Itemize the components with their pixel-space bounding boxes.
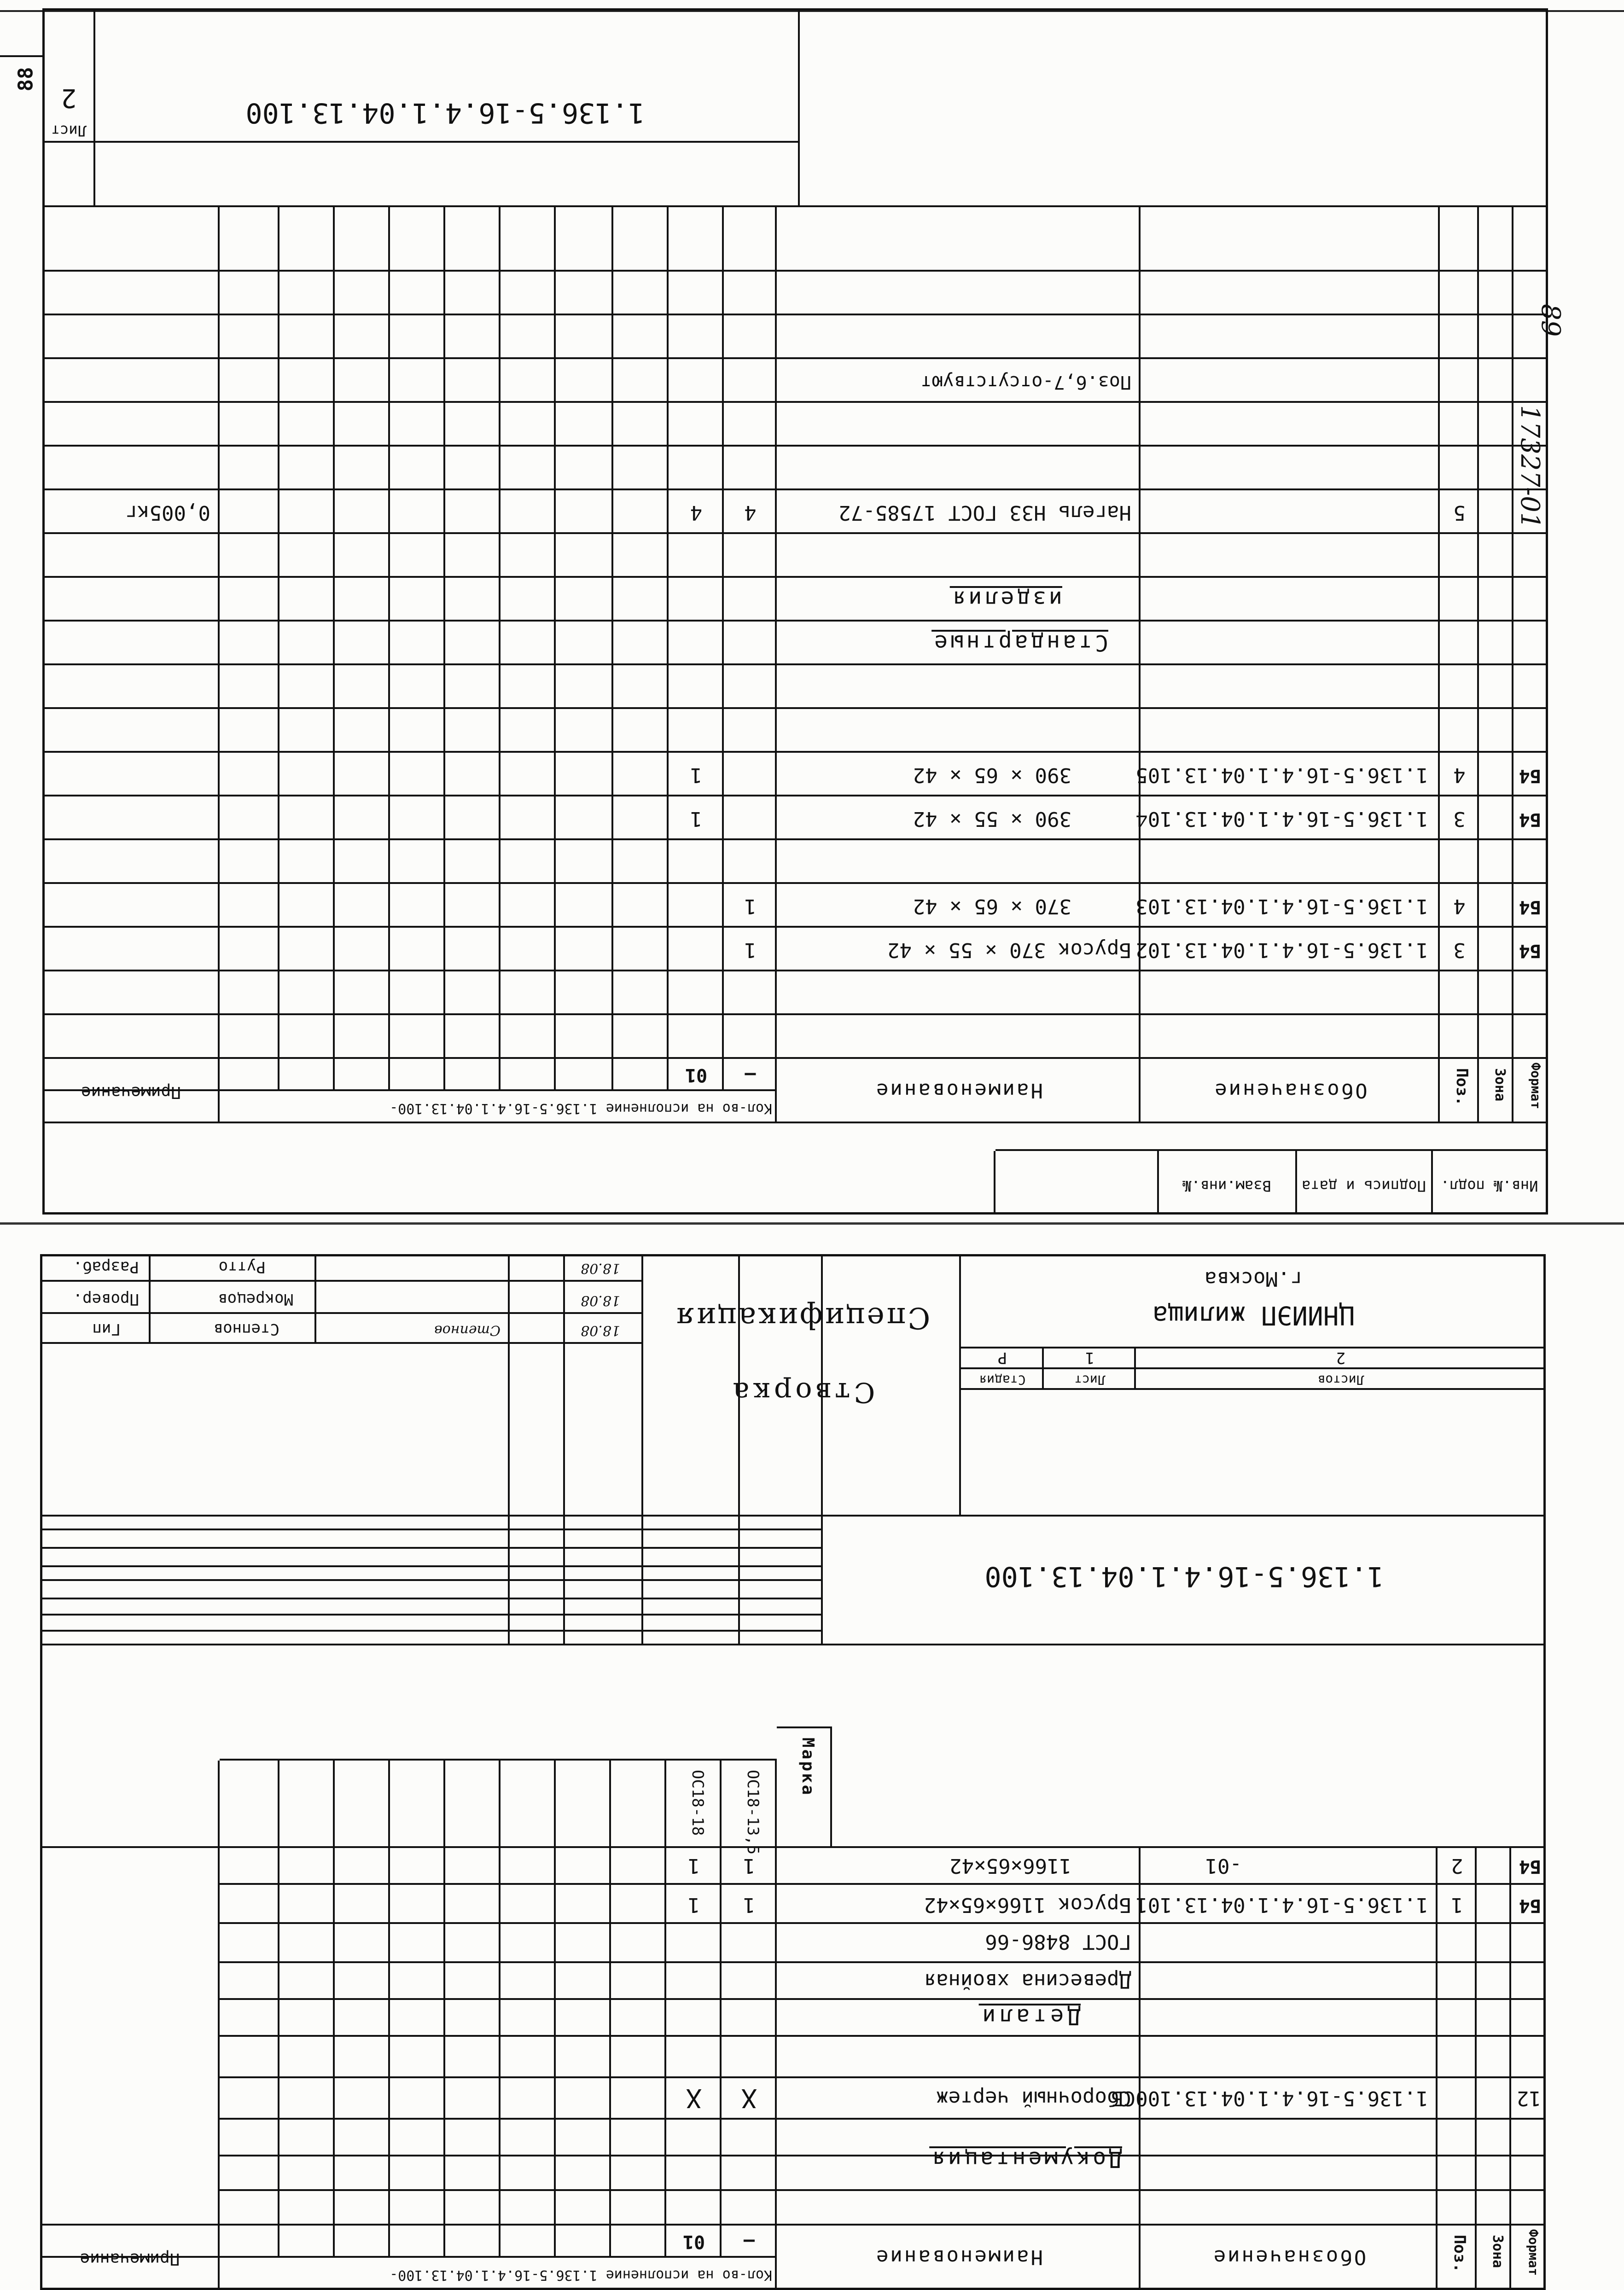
- role-col-line: [149, 1254, 151, 1344]
- col-line-q5: [443, 207, 445, 1091]
- row-name: Нагель Н33 ГОСТ 17585-72: [838, 501, 1131, 524]
- col-line-q7: [333, 207, 335, 1091]
- col-line-q1: [664, 1761, 666, 2258]
- marka-left-line: [830, 1728, 832, 1848]
- row-line: [220, 2155, 1546, 2156]
- row-pos: 5: [1453, 501, 1466, 524]
- title-row-line: [40, 1529, 823, 1530]
- row-line: [42, 970, 1548, 971]
- title-row-line: [40, 1630, 823, 1632]
- col-line-q4: [499, 1761, 501, 2258]
- col-line-q6: [388, 1761, 390, 2258]
- table-bottom-line: [42, 205, 1548, 207]
- col-line-q2: [611, 207, 613, 1091]
- row-qty-dash: 1: [744, 938, 757, 962]
- row-line: [42, 576, 1548, 578]
- role-sign: Степнов: [434, 1322, 501, 1338]
- title-row-line: [40, 1598, 823, 1599]
- row-line: [42, 751, 1548, 753]
- header-name: Наименование: [874, 1079, 1043, 1102]
- title-row-line: [40, 1565, 823, 1567]
- archive-page-number: 89: [1536, 304, 1566, 337]
- col-line-format: [1512, 207, 1513, 1123]
- col-line-name: [775, 1761, 777, 2290]
- header-pos: Поз.: [1450, 2235, 1469, 2273]
- sheet-1-frame: [40, 1254, 1546, 2290]
- col-line-q6: [388, 207, 390, 1091]
- header-designation: Обозначение: [1211, 2245, 1367, 2269]
- row-pos: 1: [1451, 1893, 1463, 1917]
- row-pos: 4: [1453, 895, 1466, 918]
- row-line: [42, 357, 1548, 359]
- sheet-label: Лист: [1074, 1372, 1106, 1388]
- col-line-q0: [720, 1761, 722, 2258]
- product-name: Створка: [729, 1376, 875, 1408]
- row-line: [42, 838, 1548, 840]
- row-designation: -01: [1205, 1854, 1242, 1877]
- row-qty-01: 1: [690, 807, 703, 831]
- header-note: Примечание: [80, 2249, 180, 2268]
- col-line-q3: [554, 1761, 556, 2258]
- row-name: 390 × 65 × 42: [913, 763, 1071, 787]
- row-qty-dash: 1: [743, 1893, 756, 1917]
- row-line: [42, 1013, 1548, 1015]
- section-title-standard: Стандартные: [931, 630, 1108, 656]
- sheet-value: 1: [1085, 1348, 1095, 1367]
- marka-value: ОС18-13,5: [744, 1770, 762, 1855]
- row-name: 1166×65×42: [949, 1854, 1071, 1877]
- role-col-line: [508, 1254, 510, 1344]
- material-name: Древесина хвойная: [924, 1969, 1131, 1993]
- row-format: Б4: [1519, 896, 1541, 918]
- row-pos: 4: [1453, 763, 1466, 787]
- row-designation: 1.136.5-16.4.1.04.13.101: [1135, 1893, 1428, 1917]
- organization: ЦНИИЭП жилища: [1152, 1300, 1355, 1330]
- row-name: Брусок 1166×65×42: [924, 1893, 1131, 1917]
- sheets-label: Листов: [1317, 1372, 1364, 1388]
- header-note: Примечание: [81, 1083, 181, 1102]
- row-qty-01: X: [686, 2083, 702, 2113]
- stamp-divider: [994, 1151, 995, 1215]
- row-line: [42, 401, 1548, 403]
- title-role-line: [40, 1280, 643, 1282]
- header-format: Формат: [1528, 1063, 1543, 1110]
- col-line-zone: [1477, 207, 1479, 1123]
- sheet-2-designation: 1.136.5-16.4.1.04.13.100: [245, 97, 645, 129]
- row-qty-dash: 4: [744, 501, 757, 524]
- row-qty-dash: 1: [743, 1854, 756, 1877]
- title-strip-left: [798, 8, 800, 207]
- row-note: 0,005кг: [125, 501, 210, 524]
- row-qty-01: 1: [687, 1893, 700, 1917]
- role-name: Рутто: [218, 1258, 266, 1276]
- role-col-line: [314, 1254, 316, 1344]
- material-standard: ГОСТ 8486-66: [985, 1930, 1131, 1953]
- role-label: Гип: [92, 1320, 121, 1338]
- row-designation: 1.136.5-16.4.1.04.13.102: [1135, 938, 1428, 962]
- stage-row-line: [961, 1367, 1546, 1369]
- row-qty-01: 1: [687, 1854, 700, 1877]
- row-qty-01: 4: [690, 501, 703, 524]
- col-line-q3: [554, 207, 556, 1091]
- role-label: Разраб.: [73, 1258, 139, 1276]
- col-line-q8: [278, 207, 279, 1091]
- row-line: [42, 445, 1548, 447]
- header-q-dash: –: [745, 1064, 756, 1086]
- row-pos: 3: [1453, 807, 1466, 831]
- row-line: [42, 663, 1548, 665]
- row-designation: 1.136.5-16.4.1.04.13.105: [1135, 763, 1428, 787]
- row-line: [42, 795, 1548, 796]
- sheet-2-frame: [42, 8, 1548, 1215]
- row-line: [42, 620, 1548, 622]
- spec-sheet-1: [0, 1225, 1624, 2290]
- section-title-parts: Детали: [978, 2004, 1081, 2029]
- header-name: Наименование: [874, 2245, 1043, 2269]
- col-line-pos: [1438, 207, 1440, 1123]
- stamp-inv-label: Инв.№ подл.: [1440, 1177, 1538, 1195]
- stamp-vzam-label: Взам.инв.№: [1182, 1177, 1271, 1195]
- role-label: Провер.: [73, 1290, 139, 1308]
- row-format: Б4: [1519, 1856, 1541, 1877]
- header-q-01: 01: [682, 2231, 705, 2252]
- row-name: 370 × 65 × 42: [913, 895, 1071, 918]
- header-pos: Поз.: [1453, 1068, 1471, 1106]
- row-line: [220, 2189, 1546, 2191]
- col-line-format: [1509, 1848, 1511, 2290]
- row-line: [42, 926, 1548, 928]
- col-line-q5: [443, 1761, 445, 2258]
- row-line: [220, 2118, 1546, 2120]
- row-designation: 1.136.5-16.4.1.04.13.104: [1135, 807, 1428, 831]
- header-qty-caption: Кол-во на исполнение 1.136.5-16.4.1.04.13.100-: [390, 1100, 772, 1116]
- col-line-q7: [333, 1761, 335, 2258]
- row-line: [220, 1961, 1546, 1963]
- role-date: 18.08: [581, 1322, 620, 1338]
- role-date: 18.08: [581, 1292, 620, 1308]
- footnote-positions: Поз.6,7-отсутствуют: [920, 372, 1131, 393]
- stage-row-line: [961, 1388, 1546, 1390]
- row-pos: 2: [1451, 1854, 1463, 1877]
- row-line: [42, 314, 1548, 315]
- header-qty-caption: Кол-во на исполнение 1.136.5-16.4.1.04.13.100-: [390, 2267, 772, 2283]
- col-line-q2: [609, 1761, 611, 2258]
- header-zone: Зона: [1492, 1068, 1508, 1102]
- col-line-q8: [278, 1761, 279, 2258]
- header-bottom-line: [40, 2224, 1546, 2226]
- row-line: [42, 532, 1548, 534]
- row-format: Б4: [1519, 765, 1541, 786]
- doc-type: Спецификация: [674, 1301, 931, 1335]
- title-row-line: [40, 1614, 823, 1616]
- row-line: [220, 1922, 1546, 1924]
- table-top-line: [42, 1122, 1548, 1123]
- row-qty-01: 1: [690, 763, 703, 787]
- row-line: [42, 882, 1548, 884]
- title-role-line: [40, 1312, 643, 1314]
- row-format: Б4: [1519, 940, 1541, 961]
- col-line-name: [775, 207, 777, 1123]
- row-line: [40, 1846, 1546, 1848]
- stage-label: Стадия: [979, 1372, 1026, 1388]
- col-line-qty: [218, 1761, 220, 2290]
- sheets-value: 2: [1336, 1348, 1346, 1367]
- title-row-line: [40, 1547, 823, 1549]
- stamp-line: [995, 1149, 1548, 1151]
- row-line: [42, 270, 1548, 272]
- row-line: [220, 1883, 1546, 1885]
- row-line: [220, 2035, 1546, 2037]
- row-format: Б4: [1519, 1895, 1541, 1916]
- sheet-number: 2: [61, 83, 77, 113]
- row-name: Брусок 370 × 55 × 42: [887, 938, 1131, 962]
- stage-value: Р: [997, 1348, 1007, 1367]
- corner-page-number: 88: [14, 67, 38, 92]
- marka-label: Марка: [798, 1738, 817, 1797]
- title-row-line: [40, 1579, 823, 1581]
- section-title-documentation: Документация: [929, 2146, 1122, 2172]
- row-line: [42, 707, 1548, 709]
- archive-number: 17327-01: [1515, 405, 1545, 529]
- row-designation: 1.136.5-16.4.1.04.13.100СБ: [1111, 2087, 1428, 2110]
- role-name: Мокрецов: [218, 1290, 293, 1308]
- header-bottom-line: [42, 1057, 1548, 1059]
- stage-row-line: [961, 1347, 1546, 1348]
- row-pos: 3: [1453, 938, 1466, 962]
- title-role-line: [40, 1342, 643, 1344]
- role-name: Степнов: [213, 1320, 279, 1338]
- header-q-01: 01: [685, 1064, 708, 1086]
- header-format: Формат: [1526, 2229, 1541, 2276]
- row-line: [220, 1998, 1546, 2000]
- header-q-dash: –: [743, 2231, 755, 2252]
- marka-bottom-line: [220, 1759, 777, 1761]
- section-title-products: изделия: [949, 586, 1062, 612]
- title-block-top: [40, 1644, 1546, 1645]
- title-row-line: [40, 1515, 823, 1517]
- marka-value: ОС18-18: [688, 1770, 707, 1836]
- row-line: [42, 488, 1548, 490]
- col-line-q4: [499, 207, 501, 1091]
- title-strip-line: [42, 141, 800, 143]
- row-name: Сборочный чертеж: [936, 2087, 1131, 2110]
- header-zone: Зона: [1490, 2235, 1506, 2268]
- row-designation: 1.136.5-16.4.1.04.13.103: [1135, 895, 1428, 918]
- row-qty-dash: 1: [744, 895, 757, 918]
- stamp-sign-label: Подпись и дата: [1302, 1177, 1426, 1195]
- col-line-designation: [1139, 207, 1141, 1123]
- col-line-qty: [218, 207, 220, 1123]
- sheet-label: Лист: [51, 122, 87, 139]
- role-date: 18.08: [581, 1260, 620, 1276]
- title-designation-bottom: [823, 1515, 1546, 1517]
- col-line-q1: [667, 207, 669, 1091]
- title-designation: 1.136.5-16.4.1.04.13.100: [984, 1560, 1384, 1593]
- header-designation: Обозначение: [1213, 1079, 1368, 1102]
- city: г.Москва: [1205, 1267, 1302, 1290]
- marka-tab-bottom: [777, 1726, 832, 1728]
- row-qty-dash: X: [741, 2083, 757, 2113]
- row-name: 390 × 55 × 42: [913, 807, 1071, 831]
- row-format: Б4: [1519, 809, 1541, 830]
- row-line: [220, 2076, 1546, 2078]
- row-format: 12: [1517, 2087, 1541, 2110]
